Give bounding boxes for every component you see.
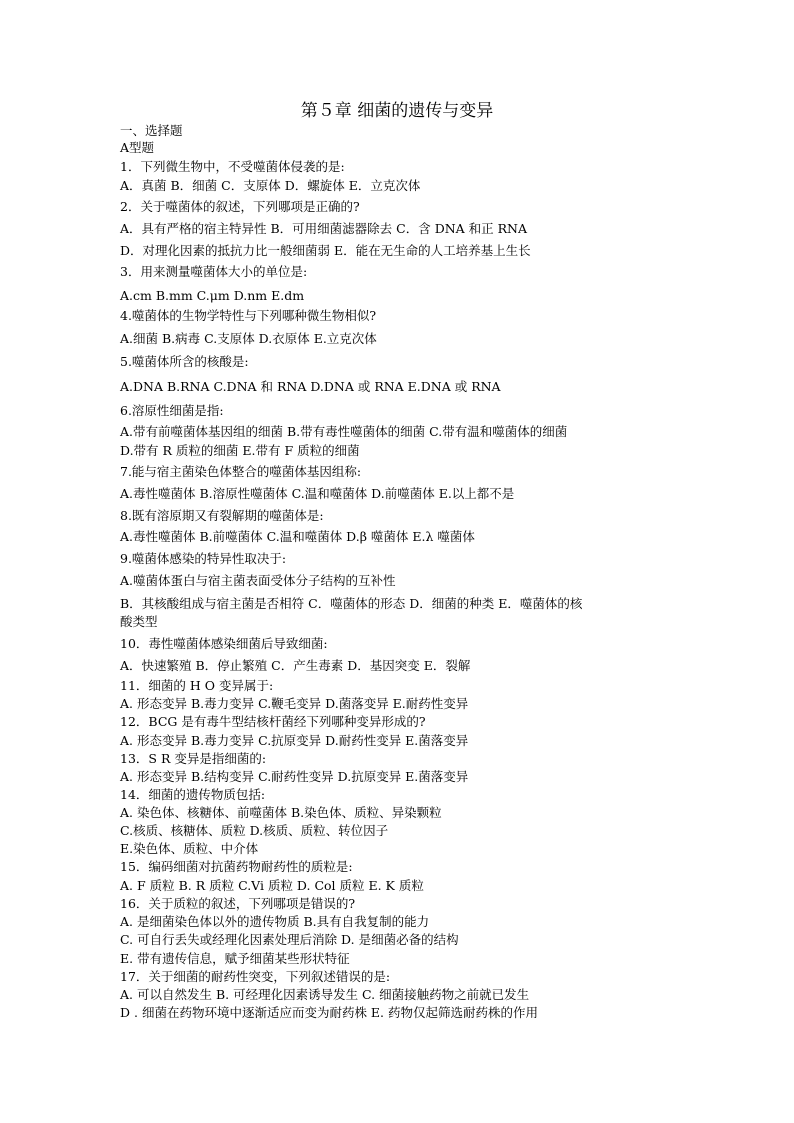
question-2: 2．关于噬菌体的叙述，下列哪项是正确的? [120, 199, 360, 214]
question-type-heading: A型题 [120, 140, 155, 155]
question-9-option-a: A.噬菌体蛋白与宿主菌表面受体分子结构的互补性 [120, 573, 396, 588]
question-14-options-a: A. 染色体、核糖体、前噬菌体 B.染色体、质粒、异染颗粒 [120, 805, 442, 820]
question-6-options-a: A.带有前噬菌体基因组的细菌 B.带有毒性噬菌体的细菌 C.带有温和噬菌体的细菌 [120, 424, 568, 439]
question-8: 8.既有溶原期又有裂解期的噬菌体是: [120, 508, 324, 523]
question-5-options: A.DNA B.RNA C.DNA 和 RNA D.DNA 或 RNA E.DNA 或 RNA [120, 379, 501, 394]
question-16-options-a: A. 是细菌染色体以外的遗传物质 B.具有自我复制的能力 [120, 914, 430, 929]
question-17-options-b: D . 细菌在药物环境中逐渐适应而变为耐药株 E. 药物仅起筛选耐药株的作用 [120, 1005, 538, 1020]
question-14-options-b: C.核质、核糖体、质粒 D.核质、质粒、转位因子 [120, 823, 389, 838]
question-14-options-c: E.染色体、质粒、中介体 [120, 841, 259, 856]
question-13: 13．S R 变异是指细菌的: [120, 751, 267, 766]
question-9: 9.噬菌体感染的特异性取决于: [120, 551, 287, 566]
question-16-options-c: E. 带有遗传信息，赋予细菌某些形状特征 [120, 951, 350, 966]
question-4-options: A.细菌 B.病毒 C.支原体 D.衣原体 E.立克次体 [120, 331, 377, 346]
question-12-options: A. 形态变异 B.毒力变异 C.抗原变异 D.耐药性变异 E.菌落变异 [120, 733, 469, 748]
question-1: 1．下列微生物中，不受噬菌体侵袭的是: [120, 159, 345, 174]
question-17: 17．关于细菌的耐药性突变，下列叙述错误的是: [120, 969, 391, 984]
question-14: 14．细菌的遗传物质包括: [120, 787, 266, 802]
question-11: 11．细菌的 H O 变异属于: [120, 678, 274, 693]
section-heading: 一、选择题 [120, 123, 183, 138]
question-10: 10．毒性噬菌体感染细菌后导致细菌: [120, 636, 328, 651]
question-2-options-b: D．对理化因素的抵抗力比一般细菌弱 E．能在无生命的人工培养基上生长 [120, 243, 531, 258]
question-9-options-b: B．其核酸组成与宿主菌是否相符 C．噬菌体的形态 D．细菌的种类 E．噬菌体的核 [120, 596, 583, 611]
question-9-options-wrap: 酸类型 [120, 614, 158, 629]
question-8-options: A.毒性噬菌体 B.前噬菌体 C.温和噬菌体 D.β 噬菌体 E.λ 噬菌体 [120, 529, 475, 544]
question-2-options-a: A．具有严格的宿主特异性 B．可用细菌滤器除去 C．含 DNA 和正 RNA [120, 221, 528, 236]
question-6: 6.溶原性细菌是指: [120, 403, 224, 418]
question-1-options: A．真菌 B．细菌 C．支原体 D．螺旋体 E．立克次体 [120, 178, 421, 193]
question-10-options: A．快速繁殖 B．停止繁殖 C．产生毒素 D．基因突变 E．裂解 [120, 658, 471, 673]
question-13-options: A. 形态变异 B.结构变异 C.耐药性变异 D.抗原变异 E.菌落变异 [120, 769, 469, 784]
question-11-options: A. 形态变异 B.毒力变异 C.鞭毛变异 D.菌落变异 E.耐药性变异 [120, 696, 469, 711]
question-6-options-b: D.带有 R 质粒的细菌 E.带有 F 质粒的细菌 [120, 443, 360, 458]
question-7-options: A.毒性噬菌体 B.溶原性噬菌体 C.温和噬菌体 D.前噬菌体 E.以上都不是 [120, 486, 515, 501]
question-16: 16．关于质粒的叙述，下列哪项是错误的? [120, 896, 356, 911]
question-3-options: A.cm B.mm C.μm D.nm E.dm [120, 288, 305, 303]
question-5: 5.噬菌体所含的核酸是: [120, 354, 249, 369]
question-4: 4.噬菌体的生物学特性与下列哪种微生物相似? [120, 308, 377, 323]
question-17-options-a: A. 可以自然发生 B. 可经理化因素诱导发生 C. 细菌接触药物之前就已发生 [120, 987, 530, 1002]
question-15: 15．编码细菌对抗菌药物耐药性的质粒是: [120, 859, 353, 874]
question-7: 7.能与宿主菌染色体整合的噬菌体基因组称: [120, 464, 362, 479]
question-3: 3．用来测量噬菌体大小的单位是: [120, 264, 308, 279]
chapter-title: 第５章 细菌的遗传与变异 [300, 101, 494, 121]
question-16-options-b: C. 可自行丢失或经理化因素处理后消除 D. 是细菌必备的结构 [120, 932, 459, 947]
question-12: 12．BCG 是有毒牛型结核杆菌经下列哪种变异形成的? [120, 714, 426, 729]
question-15-options: A. F 质粒 B. R 质粒 C.Vi 质粒 D. Col 质粒 E. K 质粒 [120, 878, 424, 893]
